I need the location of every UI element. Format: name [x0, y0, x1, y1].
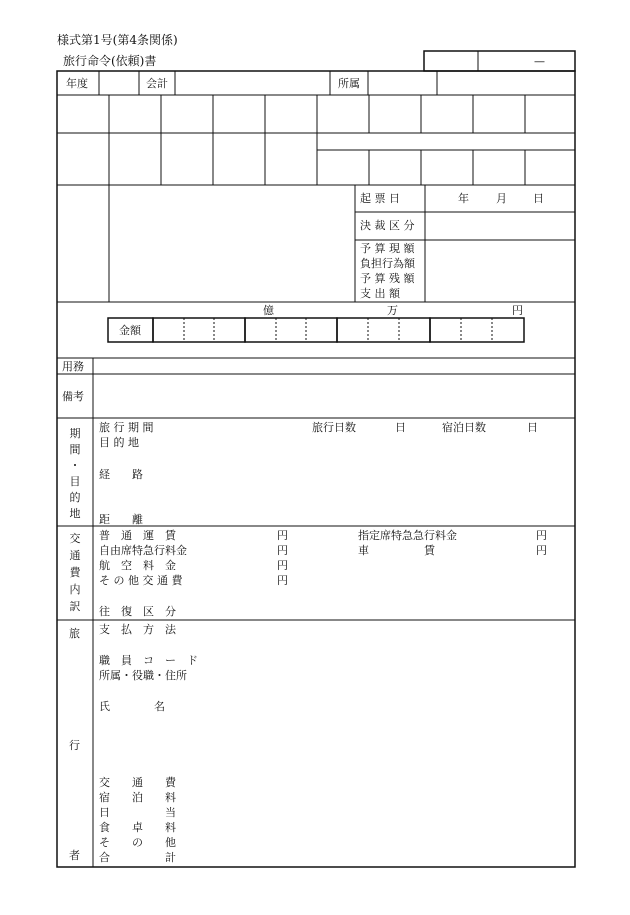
traveler-side-label-3: 者 — [69, 849, 80, 862]
stay-days-unit: 日 — [527, 421, 538, 434]
transport-side-label: 交 通 費 内 訳 — [69, 532, 81, 613]
route-label: 経 路 — [99, 468, 143, 481]
accounting-label: 会計 — [146, 77, 168, 90]
traveler-name-label: 氏 名 — [99, 700, 165, 713]
travel-period-label: 旅 行 期 間 — [99, 421, 154, 434]
meal-label: 食 卓 料 — [99, 821, 176, 834]
period-side-label: 期 間 ・ 目 的 地 — [69, 427, 81, 520]
staff-code-label: 職 員 コ ー ド — [99, 654, 198, 667]
department-label: 所属 — [338, 77, 360, 90]
unreserved-express-label: 自由席特急行料金 — [99, 544, 187, 557]
oku-unit: 億 — [263, 304, 274, 317]
lodging-label: 宿 泊 料 — [99, 791, 176, 804]
air-fare-yen: 円 — [277, 559, 288, 572]
budget-current-label: 予 算 現 額 — [360, 242, 415, 255]
date-month-label: 月 — [496, 192, 507, 205]
distance-label: 距 離 — [99, 513, 143, 526]
man-unit: 万 — [387, 304, 398, 317]
draft-date-label: 起 票 日 — [360, 192, 400, 205]
daily-allowance-label: 日 当 — [99, 806, 176, 819]
stay-days-label: 宿泊日数 — [442, 421, 486, 434]
other-transport-label: そ の 他 交 通 費 — [99, 574, 183, 587]
travel-days-label: 旅行日数 — [312, 421, 356, 434]
traveler-side-label-2: 行 — [69, 739, 80, 752]
other-cost-label: そ の 他 — [99, 836, 176, 849]
year-label: 年度 — [66, 77, 88, 90]
car-fare-yen: 円 — [536, 544, 547, 557]
form-title: 旅行命令(依頼)書 — [63, 54, 157, 68]
car-fare-label: 車 賃 — [358, 544, 435, 557]
reserved-express-yen: 円 — [536, 529, 547, 542]
other-transport-yen: 円 — [277, 574, 288, 587]
form-number: 様式第1号(第4条関係) — [57, 33, 178, 47]
expenditure-label: 支 出 額 — [360, 287, 400, 300]
yen-unit: 円 — [512, 304, 523, 317]
transport-cost-label: 交 通 費 — [99, 776, 176, 789]
unreserved-express-yen: 円 — [277, 544, 288, 557]
number-box-dash: — — [534, 55, 545, 68]
traveler-side-label-1: 旅 — [69, 627, 80, 640]
approval-class-label: 決 裁 区 分 — [360, 219, 415, 232]
air-fare-label: 航 空 料 金 — [99, 559, 176, 572]
affiliation-label: 所属・役職・住所 — [99, 669, 187, 682]
purpose-label: 用務 — [62, 360, 84, 373]
date-year-label: 年 — [458, 192, 469, 205]
reserved-express-label: 指定席特急急行料金 — [358, 529, 457, 542]
travel-days-unit: 日 — [395, 421, 406, 434]
regular-fare-label: 普 通 運 賃 — [99, 529, 176, 542]
total-label: 合 計 — [99, 851, 176, 864]
burden-amount-label: 負担行為額 — [360, 257, 415, 270]
destination-label: 目 的 地 — [99, 436, 139, 449]
remarks-label: 備考 — [62, 390, 84, 403]
amount-label: 金額 — [119, 324, 141, 337]
payment-method-label: 支 払 方 法 — [99, 623, 176, 636]
regular-fare-yen: 円 — [277, 529, 288, 542]
budget-remaining-label: 予 算 残 額 — [360, 272, 415, 285]
round-trip-label: 往 復 区 分 — [99, 605, 176, 618]
date-day-label: 日 — [533, 192, 544, 205]
